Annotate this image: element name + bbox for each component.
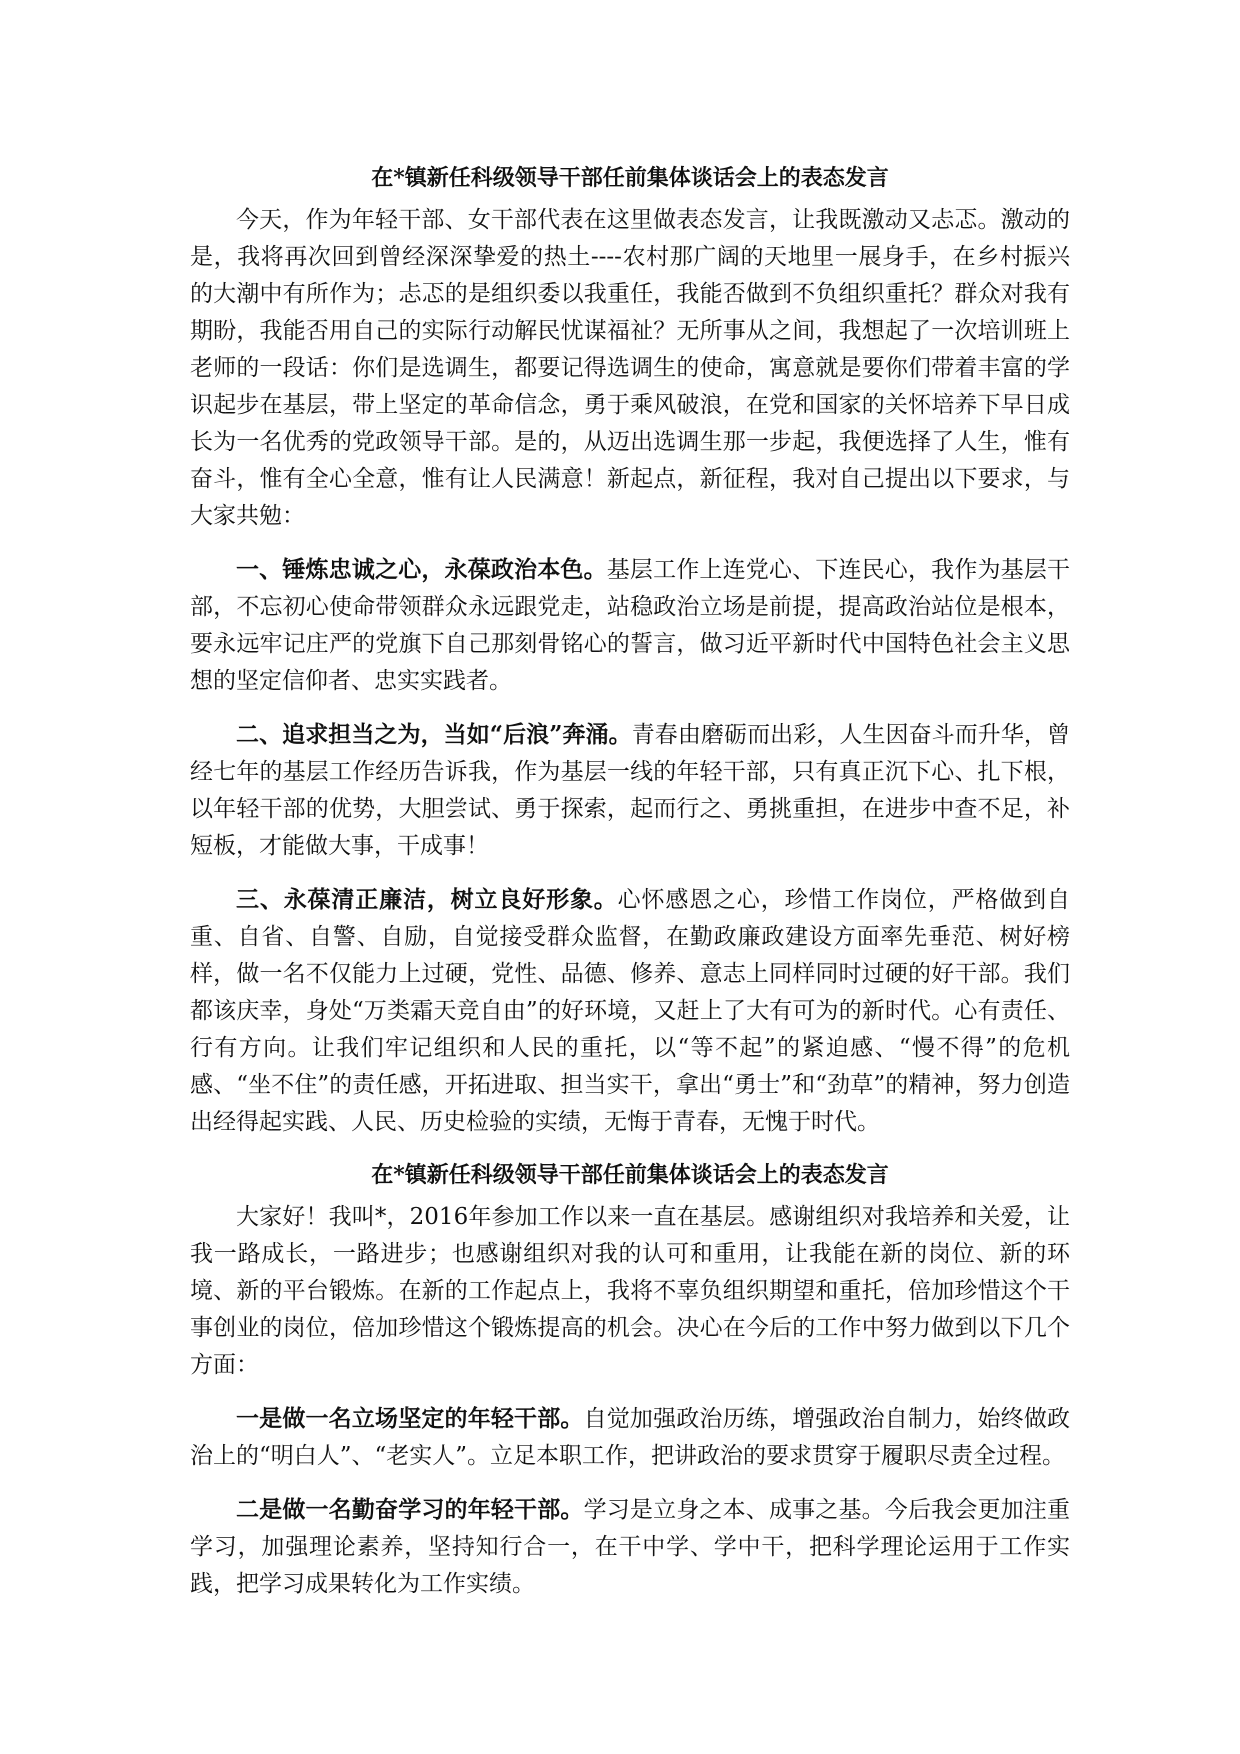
section-2-title: 在*镇新任科级领导干部任前集体谈话会上的表态发言 <box>371 1162 889 1188</box>
section-1-point-3-heading: 三、永葆清正廉洁，树立良好形象。 <box>236 886 618 913</box>
document-body <box>190 160 1070 1619</box>
section-2-point-1-heading: 一是做一名立场坚定的年轻干部。 <box>236 1405 584 1432</box>
section-1-point-3 <box>190 881 1070 1141</box>
section-2-point-2 <box>190 1491 1070 1603</box>
section-2-point-2-text: 学习是立身之本、成事之基。今后我会更加注重学习，加强理论素养，坚持知行合一，在干中学、学中干，把科学理论运用于工作实践，把学习成果转化为工作实绩。 <box>190 1497 1071 1597</box>
section-1-point-3-text: 心怀感恩之心，珍惜工作岗位，严格做到自重、自省、自警、自励，自觉接受群众监督，在勤政廉政建设方面率先垂范、树好榜样，做一名不仅能力上过硬，党性、品德、修养、意志上同样同时过硬的好干部。我们都该庆幸，身处“万类霜天竞自由”的好环境，又赶上了大有可为的新时代。心有责任、行有方向。让我们牢记组织和人民的重托，以“等不起”的紧迫感、“慢不得”的危机感、“坐不住”的责任感，开拓进取、担当实干，拿出“勇士”和“劲草”的精神，努力创造出经得起实践、人民、历史检验的实绩，无悔于青春，无愧于时代。 <box>190 887 1071 1135</box>
section-2-point-1 <box>190 1400 1070 1475</box>
section-1-point-2-heading: 二、追求担当之为，当如“后浪”奔涌。 <box>236 721 632 748</box>
section-1-point-2 <box>190 716 1070 865</box>
section-1-point-2-text: 青春由磨砺而出彩，人生因奋斗而升华，曾经七年的基层工作经历告诉我，作为基层一线的年轻干部，只有真正沉下心、扎下根，以年轻干部的优势，大胆尝试、勇于探索，起而行之、勇挑重担，在进步中查不足，补短板，才能做大事，干成事！ <box>190 722 1070 859</box>
section-2-point-2-heading: 二是做一名勤奋学习的年轻干部。 <box>236 1496 584 1523</box>
section-2-point-1-text: 自觉加强政治历练，增强政治自制力，始终做政治上的“明白人”、“老实人”。立足本职工作，把讲政治的要求贯穿于履职尽责全过程。 <box>190 1406 1071 1469</box>
section-1-title: 在*镇新任科级领导干部任前集体谈话会上的表态发言 <box>371 165 889 191</box>
section-1-point-1 <box>190 551 1070 700</box>
section-2-intro: 大家好！我叫*，2016年参加工作以来一直在基层。感谢组织对我培养和关爱，让我一路成长，一路进步；也感谢组织对我的认可和重用，让我能在新的岗位、新的环境、新的平台锻炼。在新的工作起点上，我将不辜负组织期望和重托，倍加珍惜这个干事创业的岗位，倍加珍惜这个锻炼提高的机会。决心在今后的工作中努力做到以下几个方面： <box>190 1204 1070 1378</box>
section-1-point-1-heading: 一、锤炼忠诚之心，永葆政治本色。 <box>236 556 607 583</box>
section-1-intro: 今天，作为年轻干部、女干部代表在这里做表态发言，让我既激动又忐忑。激动的是，我将再次回到曾经深深挚爱的热土----农村那广阔的天地里一展身手，在乡村振兴的大潮中有所作为；忐忑的是组织委以我重任，我能否做到不负组织重托？群众对我有期盼，我能否用自己的实际行动解民忧谋福祉？无所事从之间，我想起了一次培训班上老师的一段话：你们是选调生，都要记得选调生的使命，寓意就是要你们带着丰富的学识起步在基层，带上坚定的革命信念，勇于乘风破浪，在党和国家的关怀培养下早日成长为一名优秀的党政领导干部。是的，从迈出选调生那一步起，我便选择了人生，惟有奋斗，惟有全心全意，惟有让人民满意！新起点，新征程，我对自己提出以下要求，与大家共勉： <box>190 207 1070 529</box>
section-1-point-1-text: 基层工作上连党心、下连民心，我作为基层干部，不忘初心使命带领群众永远跟党走，站稳政治立场是前提，提高政治站位是根本，要永远牢记庄严的党旗下自己那刻骨铭心的誓言，做习近平新时代中国特色社会主义思想的坚定信仰者、忠实实践者。 <box>190 557 1071 694</box>
